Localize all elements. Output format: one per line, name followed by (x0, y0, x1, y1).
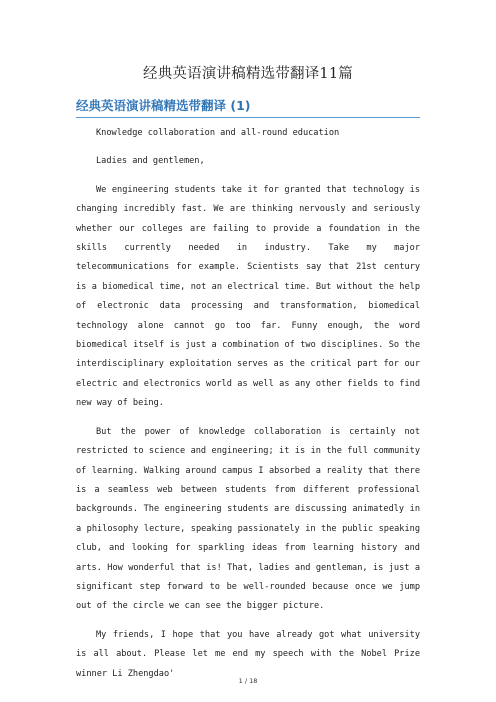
document-title: 经典英语演讲稿精选带翻译11篇 (143, 66, 353, 82)
body-paragraph: But the power of knowledge collaboration is certainly not restricted to science and engineering; it is in the full community of learning. Walking around campus I absorbed a reality that there is a seamless web between students from different professional backgrounds. The engineering students are discussing animatedly in a philosophy lecture, speaking passionately in the public speaking club, and looking for sparkling ideas from learning history and arts. How wonderful that is! That, ladies and gentleman, is just a significant step forward to be well-rounded because once we jump out of the circle we can see the bigger picture. (76, 426, 420, 612)
salutation: Ladies and gentlemen, (96, 156, 205, 167)
section-heading: 经典英语演讲稿精选带翻译 (1) (76, 96, 420, 118)
body-paragraph: My friends, I hope that you have already got what university is all about. Please let me end my speech with the Nobel Prize winner Li Zhengdao' (76, 629, 420, 679)
body-paragraph: We engineering students take it for granted that technology is changing incredibly fast. We are thinking nervously and seriously whether our colleges are failing to provide a foundation in the skills currently needed in industry. Take my major telecommunications for example. Scientists say that 21st century is a biomedical time, not an electrical time. But without the help of electronic data processing and transformation, biomedical technology alone cannot go too far. Funny enough, the word biomedical itself is just a combination of two disciplines. So the interdisciplinary exploitation serves as the critical part for our electric and electronics world as well as any other fields to find new way of being. (76, 184, 420, 409)
document-body (76, 124, 420, 693)
speech-title: Knowledge collaboration and all-round education (96, 128, 340, 138)
page-number: 1 / 18 (238, 677, 258, 685)
